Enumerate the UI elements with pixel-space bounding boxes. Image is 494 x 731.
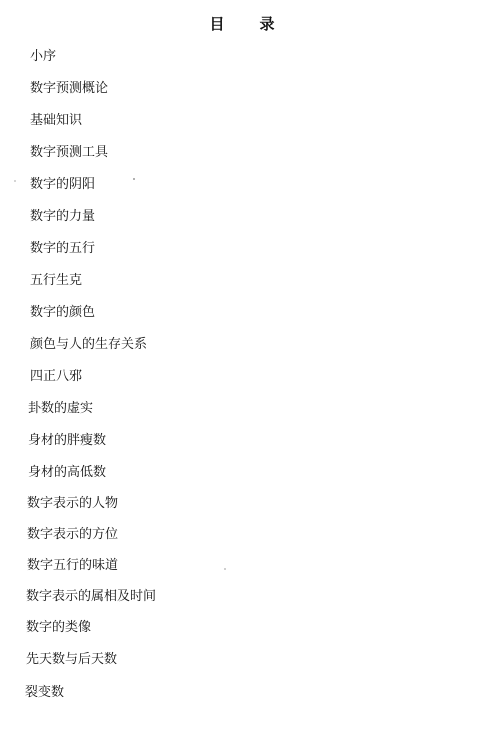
toc-entry-title: 小序: [30, 49, 57, 64]
toc-entry-title: 数字表示的人物: [27, 496, 119, 511]
toc-entry-title: 身材的胖瘦数: [28, 433, 107, 448]
page-title: 目 录: [209, 15, 285, 33]
toc-entry-title: 四正八邪: [30, 369, 83, 384]
toc-entry-title: 数字预测工具: [30, 145, 109, 160]
toc-entry-title: 数字的阴阳: [30, 177, 96, 192]
toc-entry-title: 数字表示的方位: [27, 527, 119, 542]
toc-entry-title: 裂变数: [25, 685, 65, 700]
toc-entry-title: 数字的力量: [30, 209, 96, 224]
toc-entry-title: 数字的类像: [26, 620, 92, 635]
scan-speck: [133, 178, 135, 180]
toc-entry-title: 基础知识: [30, 113, 83, 128]
toc-entry-title: 数字的颜色: [30, 305, 96, 320]
toc-entry-title: 数字预测概论: [30, 81, 109, 96]
toc-entry-title: 卦数的虚实: [28, 401, 94, 416]
toc-entry-title: 五行生克: [30, 273, 83, 288]
toc-entry-title: 数字五行的味道: [27, 558, 119, 573]
scan-speck: [14, 180, 16, 182]
toc-entry-title: 先天数与后天数: [26, 652, 118, 667]
toc-entry-title: 数字表示的属相及时间: [26, 589, 157, 604]
scan-speck: [224, 568, 226, 570]
toc-entry-title: 身材的高低数: [28, 465, 107, 480]
toc-entry-title: 数字的五行: [30, 241, 96, 256]
toc-entry-title: 颜色与人的生存关系: [30, 337, 148, 352]
